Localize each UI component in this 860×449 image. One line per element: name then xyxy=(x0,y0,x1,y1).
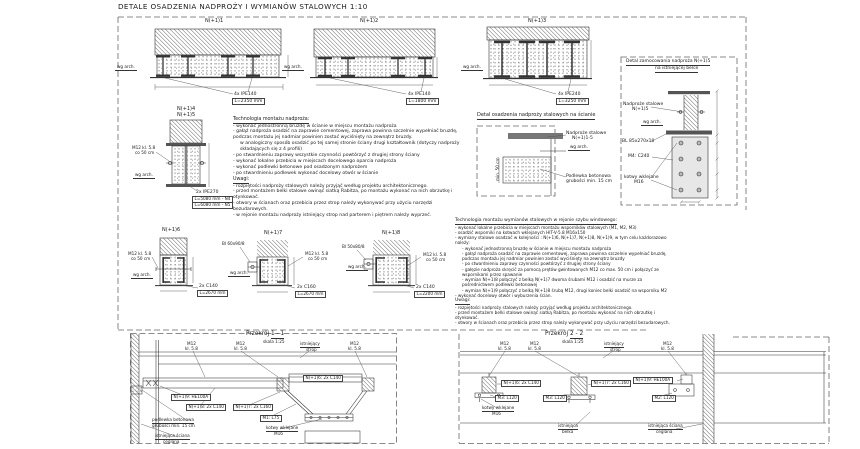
notes1-item: - rozpiętości nadproży stalowych należy przyjąć według projektu architektonicznego. xyxy=(233,183,428,189)
bolt-label-n8: M12 kl. 5.8 xyxy=(423,252,447,257)
wall-label: istniejąca ściana xyxy=(155,434,190,440)
tech1-item: - wykonać lokalne przebicia w miejscach docelowego oparcia nadproża xyxy=(233,159,397,165)
bolt-spacing-n45: co 50 cm xyxy=(135,150,155,155)
detail-n6-label: N(+1)6 xyxy=(162,227,181,233)
callout-length-n2: L=1800 mm xyxy=(406,98,439,105)
detail-n2-linework xyxy=(310,29,438,94)
notes2-item: - rozpiętości nadproży stalowych należy przyjąć według projektu architektonicznego. xyxy=(455,304,633,310)
detail-n1-label: N(+1)1 xyxy=(205,18,224,24)
pad-label: Podlewka betonowa xyxy=(566,174,611,179)
section-2-linework xyxy=(460,334,826,443)
notes-exchanges xyxy=(455,298,670,326)
bracket-tag-m3: M3: L120 xyxy=(495,395,519,402)
detail-n7-linework xyxy=(240,247,303,292)
beam-mount-title-2: na istniejącej belce xyxy=(655,66,699,71)
notes1-item: - otwory w ścianach oraz przebicia przez strop należy wykonywać przy użyciu narzędzi bezudarowych. xyxy=(233,201,433,213)
notes1-title: Uwagi: xyxy=(233,177,250,182)
notes-lintels xyxy=(233,177,468,219)
notes2-item: - przed montażem belki stalowe owinąć siatką Rabitza, po montażu wykonać na nich obrzutkę i otynkować. xyxy=(455,309,656,320)
callout-length-n5: L=6080 mm - N5 xyxy=(192,202,233,209)
tech2-item: - wymian N(+1)9 połączyć z belką N(+1)8 śrubą M12, drugi koniec belki osadzić na wsporniku M2 xyxy=(462,287,667,293)
tech2-item: - osadzić wsporniki na kotwach wklejanych HIT-V-5.8 M16x150 xyxy=(455,229,586,235)
wall-embed-linework xyxy=(499,133,566,196)
tech1-item: - po stwardnieniu zaprawy wszystkie czynności powtórzyć z drugiej strony ściany xyxy=(233,153,420,159)
detail-n3-label: N(+1)3 xyxy=(528,18,547,24)
datum-wg-arch: wg arch. xyxy=(568,145,590,151)
callout-length-n4: L=5080 mm - N4 xyxy=(192,196,233,203)
beam-tag-he100a: N(+1)9: HE100A xyxy=(171,394,211,401)
strop-label: istniejący xyxy=(604,342,624,348)
wall-label2: ceglana xyxy=(656,429,673,434)
wall-embed-title: Detal osadzenia nadproży stalowych na ścianie xyxy=(477,113,595,120)
bolt-spacing-n7: co 50 cm xyxy=(308,256,328,261)
beam-tag-he100a: N(+1)9: HE100A xyxy=(633,377,673,384)
callout-profile-n2: 4x IPE140 xyxy=(408,92,431,97)
callout-length-n1: L=2350 mm xyxy=(232,98,265,105)
callout-profile-n7: 2x C160 xyxy=(297,285,316,290)
m12-class: kl. 5.8 xyxy=(498,346,511,351)
bracket-label: M4: C240 xyxy=(628,154,650,159)
m12-class: kl. 5.8 xyxy=(348,346,361,351)
notes1-item: - w rejonie montażu nadproży istniejący strop nad parterem i piętrem należy wyprzeć. xyxy=(233,213,432,219)
beam-mount-title-1: Detal zamocowania nadproża N(+1)5 xyxy=(626,59,711,64)
callout-profile-n1: 4x IPE140 xyxy=(234,92,257,97)
detail-n4-label: N(+1)4 xyxy=(177,106,196,112)
tech1-item: - po stwardnieniu podlewek wykonać docelowy otwór w ścianie xyxy=(233,171,379,177)
tech1-title: Technologia montażu nadproża: xyxy=(233,117,310,122)
detail-n8-label: N(+1)8 xyxy=(382,230,401,236)
tech-notes-lintels xyxy=(233,117,468,177)
detail-n1-linework xyxy=(150,29,288,94)
strop-label2: strop xyxy=(306,347,317,352)
bolt-label-n7: M12 kl. 5.8 xyxy=(305,251,329,256)
bracket-tag-m1: M1: L75 xyxy=(260,415,282,422)
tech2-item: - wykonać docelowy otwór i wyburzenia ścian. xyxy=(455,292,552,298)
lintel-id: N(+1)5 xyxy=(632,107,649,112)
tech1-item: - gałąź nadproża osadzić na zaprawie cementowej, zaprawa powinna szczelnie wypełniać bruzdę, podczas montażu jej nadmiar powinien zostać wyciśnięty na zewnątrz bruzdy. xyxy=(233,129,458,141)
datum-wg-arch: wg arch. xyxy=(133,173,155,179)
m12-class: kl. 5.8 xyxy=(528,346,541,351)
anchors-size: M16 xyxy=(634,180,644,185)
sheet-title: DETALE OSADZENIA NADPROŻY I WYMIANÓW STALOWYCH 1:10 xyxy=(118,2,368,11)
m12-label: M12 xyxy=(236,341,245,346)
tech2-item: - wykonać lokalne przebicia w miejscach montażu wsporników stalowych (M1, M2, M3) xyxy=(455,224,637,230)
beam-tag-n7: N(+1)7: 2x C160 xyxy=(233,404,273,411)
tech1-item: - wykonać jednostronną bruzdę w ścianie w miejscu montażu nadproża xyxy=(233,123,397,129)
notes1-item: - przed montażem belki stalowe owinąć siatką Rabitza, po montażu wykonać na nich obrzutkę i otynkować. xyxy=(233,189,453,201)
detail-n7-label: N(+1)7 xyxy=(264,230,283,236)
bracket-tag-m2: M2: L120 xyxy=(652,395,676,402)
wall-label: istniejąca ściana xyxy=(648,424,683,430)
beam-tag-n6: N(+1)6: 2x C140 xyxy=(501,380,541,387)
datum-wg-arch: wg arch. xyxy=(115,65,137,71)
callout-profile-n8: 2x C140 xyxy=(416,285,435,290)
m12-class: kl. 5.8 xyxy=(185,346,198,351)
beam-label2: belka xyxy=(562,429,574,434)
detail-n45-linework xyxy=(156,120,209,191)
bracket-tag-m3: M3: L120 xyxy=(543,395,567,402)
m12-label: M12 xyxy=(187,341,196,346)
strop-label2: strop xyxy=(610,347,621,352)
m12-label: M12 xyxy=(350,341,359,346)
strop-label: istniejący xyxy=(300,342,320,348)
callout-profile-n6: 2x C140 xyxy=(199,284,218,289)
anchors-label: kotwy wklejane xyxy=(624,175,659,180)
m12-label: M12 xyxy=(530,341,539,346)
datum-wg-arch: wg arch. xyxy=(461,65,483,71)
tech2-item: - wykonać jednostronną bruzdę w ścianie w miejscu montażu nadproża xyxy=(462,245,612,251)
tech2-item: - gałęzie nadproża skręcić za pomocą prętów gwintowanych M12 co max. 50 cm i połączyć ze wspornikami przez spawanie xyxy=(462,266,659,277)
bolt-spacing-n6: co 50 cm xyxy=(131,256,151,261)
lintel-id: N(+1)1-5 xyxy=(572,136,593,141)
callout-length-n8: L=2200 mm xyxy=(414,291,445,298)
datum-wg-arch: wg arch. xyxy=(641,120,663,126)
plate-label-n7: Bl 60x90/8 xyxy=(222,241,245,246)
datum-wg-arch: wg arch. xyxy=(346,265,368,271)
detail-n3-linework xyxy=(483,27,592,94)
beam-label: istniejąca xyxy=(558,424,578,430)
m12-class: kl. 5.8 xyxy=(661,346,674,351)
pad-label: podlewka betonowa xyxy=(152,418,194,424)
datum-wg-arch: wg arch. xyxy=(228,271,250,277)
bolt-label-n6: M12 kl. 5.8 xyxy=(128,251,152,256)
wall-label2: ceglana xyxy=(163,439,180,444)
tech2-item: - wymiany stalowe osadzać w kolejności : N(+1)6, N(+1)7, N(+1)8, N(+1)9, w tym celu każdorazowo należy: xyxy=(455,235,667,246)
tech2-item: - gałąź nadproża osadzić na zaprawie cementowej, zaprawa powinna szczelnie wypełniać bruzdę, podczas montażu jej nadmiar powinien zostać wyciśnięty na zewnątrz bruzdy xyxy=(462,250,667,261)
section1-scale: skala 1:25 xyxy=(263,339,285,344)
plate-label-n8: Bl 50x80/8 xyxy=(342,244,365,249)
section1-title: Przekrój 1 - 1 xyxy=(246,331,285,337)
notes2-item: - otwory w ścianach oraz przebicia przez strop należy wykonywać przy użyciu narzędzi bezudarowych. xyxy=(455,320,670,326)
m12-class: kl. 5.8 xyxy=(234,346,247,351)
beam-tag-n7: N(+1)7: 2x C160 xyxy=(591,380,631,387)
bolt-label-n45: M12 kl. 5.8 xyxy=(132,145,156,150)
anchors-size: M16 xyxy=(492,411,501,416)
anchors-label: kotwy wklejane xyxy=(266,426,298,432)
datum-wg-arch: wg arch. xyxy=(282,65,304,71)
callout-length-n7: L=2670 mm xyxy=(295,291,326,298)
callout-profile-n45: 2x IPE270 xyxy=(196,190,219,195)
lintel-label: Nadproże stalowe xyxy=(566,131,607,136)
beam-tag-n8: N(+1)8: 2x C140 xyxy=(186,404,226,411)
callout-profile-n3: 4x IPE240 xyxy=(558,92,581,97)
lintel-label: Nadproże stalowe xyxy=(623,102,664,107)
pad-dim: min. 50 cm xyxy=(495,157,500,181)
notes2-title: Uwagi: xyxy=(455,298,471,303)
tech1-item: - wykonać podlewki betonowe pod osadzonym nadprożem xyxy=(233,165,368,171)
detail-n6-linework xyxy=(152,238,198,291)
tech2-title: Technologia montażu wymianów stalowych w rejonie szybu windowego: xyxy=(455,218,617,223)
tech-notes-exchanges xyxy=(455,218,670,298)
bolt-spacing-n8: co 50 cm xyxy=(426,257,446,262)
section2-title: Przekrój 2 - 2 xyxy=(545,331,584,337)
anchors-size: M16 xyxy=(274,431,283,436)
beam-tag-n6: N(+1)6: 2x C140 xyxy=(303,375,343,382)
callout-length-n3: L=3250 mm xyxy=(556,98,589,105)
m12-label: M12 xyxy=(663,341,672,346)
tech2-item: - po stwardnieniu zaprawy czynności powtórzyć z drugiej strony ściany xyxy=(462,261,611,267)
pad-thickness: grubości min. 15 cm xyxy=(566,179,613,184)
tech2-item: - wymian N(+1)8 połączyć z belką N(+1)7 dwoma śrubami M12 i osadzić na murze za pośrednictwem podlewki betonowej xyxy=(462,277,643,288)
plate-label: BL 85x270x10 xyxy=(622,139,655,144)
detail-n2-label: N(+1)2 xyxy=(360,18,379,24)
datum-wg-arch: wg arch. xyxy=(131,273,153,279)
detail-n5-label: N(+1)5 xyxy=(177,112,196,118)
callout-length-n6: L=2670 mm xyxy=(197,290,228,297)
pad-thickness: grubości min. 15 cm xyxy=(152,423,195,428)
m12-label: M12 xyxy=(500,341,509,346)
tech1-item: w analogiczny sposób osadzić po tej samej stronie ściany drugi kształtownik (dotyczy nadproży składających się z 4 profili) xyxy=(240,141,460,153)
section2-scale: skala 1:25 xyxy=(562,339,584,344)
anchors-label: kotwy wklejane xyxy=(482,406,514,412)
